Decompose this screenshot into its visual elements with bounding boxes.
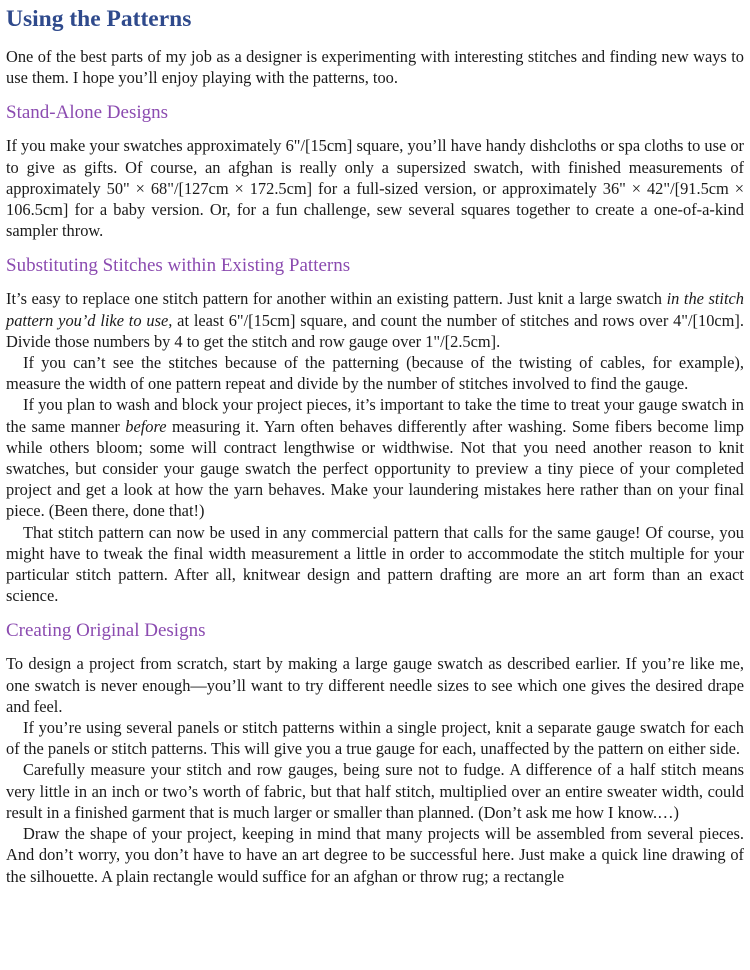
section-heading-substituting: Substituting Stitches within Existing Patterns (6, 255, 351, 277)
emphasis-text: before (125, 416, 167, 436)
emphasis-text: in the stitch pattern you’d like to use, (6, 289, 744, 330)
stand-alone-paragraph: If you make your swatches approximately 6"/[15cm] square, you’ll have handy dishcloths or spa cloths to use or to give as gifts. Of course, an afghan is really only a supersized swatch, with finished measurements of approximately 50" × 68"/[127cm × 172.5cm] for a full-sized version, or approximately 36" × 42"/[91.5cm × 106.5cm] for a baby version. Or, for a fun challenge, sew several squares together to create a one-of-a-kind sampler throw. (6, 136, 744, 241)
creating-paragraph-1: To design a project from scratch, start by making a large gauge swatch as described earlier. If you’re like me, one swatch is never enough—you’ll want to try different needle sizes to see which one gives the desired drape and feel. (6, 654, 744, 716)
creating-paragraph-2: If you’re using several panels or stitch patterns within a single project, knit a separate gauge swatch for each of the panels or stitch patterns. This will give you a true gauge for each, unaffected by the pattern on either side. (6, 718, 744, 759)
text-run: measuring it. Yarn often behaves differently after washing. Some fibers become limp while others bloom; some will contract lengthwise or widthwise. Not that you need another reason to knit swatches, but consider your gauge swatch the perfect opportunity to preview a tiny piece of your completed project and get a look at how the yarn behaves. Make your laundering mistakes here rather than on your final piece. (Been there, done that!) (6, 416, 744, 521)
substituting-paragraph-2: If you can’t see the stitches because of the patterning (because of the twisting of cables, for example), measure the width of one pattern repeat and divide by the number of stitches involved to find the gauge. (6, 353, 744, 394)
section-heading-stand-alone: Stand-Alone Designs (6, 102, 169, 124)
substituting-paragraph-4: That stitch pattern can now be used in any commercial pattern that calls for the same gauge! Of course, you might have to tweak the final width measurement a little in order to accommodate the stitch multiple for your particular stitch pattern. After all, knitwear design and pattern drafting are more an art form than an exact science. (6, 522, 744, 606)
text-run: It’s easy to replace one stitch pattern for another within an existing pattern. Just knit a large swatch (6, 289, 667, 309)
intro-paragraph: One of the best parts of my job as a designer is experimenting with interesting stitches and finding new ways to use them. I hope you’ll enjoy playing with the patterns, too. (6, 47, 744, 88)
creating-paragraph-4: Draw the shape of your project, keeping in mind that many projects will be assembled from several pieces. And don’t worry, you don’t have to have an art degree to be successful here. Just make a quick line drawing of the silhouette. A plain rectangle would suffice for an afghan or throw rug; a rectangle (6, 824, 744, 886)
creating-paragraph-3: Carefully measure your stitch and row gauges, being sure not to fudge. A difference of a half stitch means very little in an inch or two’s worth of fabric, but that half stitch, multiplied over an entire sweater width, could result in a finished garment that is much larger or smaller than planned. (Don’t ask me how I know.…) (6, 760, 744, 822)
substituting-paragraph-3 (6, 394, 744, 521)
section-heading-creating: Creating Original Designs (6, 620, 206, 642)
text-run: If you plan to wash and block your project pieces, it’s important to take the time to treat your gauge swatch in the same manner (6, 395, 744, 436)
text-run: at least 6"/[15cm] square, and count the number of stitches and rows over 4"/[10cm]. Divide those numbers by 4 to get the stitch and row gauge over 1"/[2.5cm]. (6, 310, 744, 351)
substituting-paragraph-1 (6, 288, 744, 352)
page-title: Using the Patterns (6, 6, 192, 32)
